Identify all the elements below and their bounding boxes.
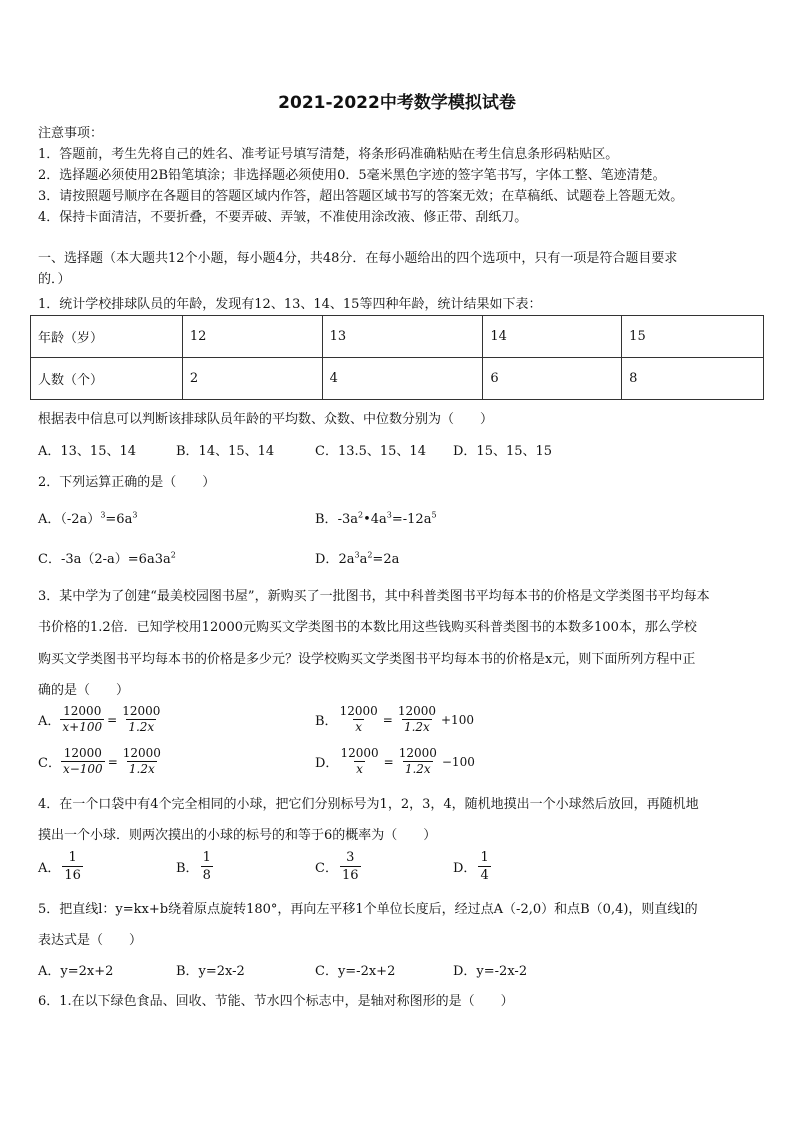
table-cell: 8: [622, 358, 764, 400]
fraction: $\frac{12000}{x+100}$: [62, 704, 103, 734]
q1-option-d: D．15、15、15: [453, 444, 553, 459]
q1-question: 根据表中信息可以判断该排球队员年龄的平均数、众数、中位数分别为（ ）: [38, 412, 494, 427]
q5-option-c: C．y=-2x+2: [315, 964, 396, 979]
table-cell: 13: [322, 316, 483, 358]
notice-item-3: 3．请按照题号顺序在各题目的答题区域内作答，超出答题区域书写的答案无效；在草稿纸、试题卷上答题无效。: [38, 189, 684, 204]
table-cell: 人数（个）: [31, 358, 183, 400]
q3-option-a: A． $\frac{12000}{x+100}$ = $\frac{12000}{1.2x}$: [38, 704, 161, 734]
q3-line-1: 3．某中学为了创建“最美校园图书屋”，新购买了一批图书，其中科普类图书平均每本书的价格是文学类图书平均每本: [38, 589, 710, 604]
q4-option-d: D． $\frac{1}{4}$: [453, 850, 489, 883]
table-cell: 14: [483, 316, 622, 358]
q3-line-3: 购买文学类图书平均每本书的价格是多少元？设学校购买文学类图书平均每本书的价格是x元，则下面所列方程中正: [38, 652, 696, 667]
q3-line-2: 书价格的1.2倍．已知学校用12000元购买文学类图书的本数比用这些钱购买科普类图书的本数多100本，那么学校: [38, 620, 697, 635]
q2-option-d: D．$2a^3a^2=2a$: [315, 550, 400, 567]
q2-option-c: C．$-3a(2-a)=6a3a^2$: [38, 550, 176, 567]
q5-line-2: 表达式是（ ）: [38, 933, 143, 948]
q1-stem: 1．统计学校排球队员的年龄，发现有12、13、14、15等四种年龄，统计结果如下表：: [38, 297, 542, 312]
q4-line-1: 4．在一个口袋中有4个完全相同的小球，把它们分别标号为1，2，3，4，随机地摸出一个小球然后放回，再随机地: [38, 797, 699, 812]
q2-option-b: B．$-3a^2•4a^3=-12a^5$: [315, 510, 437, 527]
notice-heading: 注意事项：: [38, 126, 104, 141]
section-heading-line2: 的．）: [38, 272, 71, 287]
q4-option-a: A． $\frac{1}{16}$: [38, 850, 81, 883]
table-cell: 15: [622, 316, 764, 358]
table-cell: 6: [483, 358, 622, 400]
section-heading-line1: 一、选择题（本大题共12个小题，每小题4分，共48分．在每小题给出的四个选项中，只有一项是符合题目要求: [38, 251, 678, 266]
q3-line-4: 确的是（ ）: [38, 683, 130, 698]
fraction: $\frac{1}{8}$: [202, 850, 211, 883]
fraction: $\frac{1}{4}$: [480, 850, 489, 883]
q3-option-b: B． $\frac{12000}{x}$ = $\frac{12000}{1.2x}$ +100: [315, 704, 474, 734]
q1-option-c: C．13.5、15、14: [315, 444, 426, 459]
page-title: 2021-2022中考数学模拟试卷: [278, 93, 516, 113]
q2-stem: 2．下列运算正确的是（ ）: [38, 475, 216, 490]
q6-stem: 6．1.在以下绿色食品、回收、节能、节水四个标志中，是轴对称图形的是（ ）: [38, 994, 514, 1009]
q5-line-1: 5．把直线l：y=kx+b绕着原点旋转180°，再向左平移1个单位长度后，经过点A（-2,0）和点B（0,4)，则直线l的: [38, 902, 698, 917]
table-row: [31, 358, 764, 400]
fraction: $\frac{12000}{1.2x}$: [397, 704, 436, 734]
notice-item-4: 4．保持卡面清洁，不要折叠，不要弄破、弄皱，不准使用涂改液、修正带、刮纸刀。: [38, 210, 528, 225]
q3-option-c: C． $\frac{12000}{x-100}$ = $\frac{12000}{1.2x}$: [38, 746, 161, 776]
fraction: $\frac{3}{16}$: [341, 850, 359, 883]
fraction: $\frac{12000}{1.2x}$: [122, 746, 161, 776]
table-cell: 4: [322, 358, 483, 400]
notice-item-2: 2．选择题必须使用2B铅笔填涂；非选择题必须使用0．5毫米黑色字迹的签字笔书写，字体工整、笔迹清楚。: [38, 168, 666, 183]
fraction: $\frac{12000}{1.2x}$: [398, 746, 437, 776]
q4-option-c: C． $\frac{3}{16}$: [315, 850, 359, 883]
q5-option-a: A．y=2x+2: [38, 964, 114, 979]
fraction: $\frac{1}{16}$: [64, 850, 81, 883]
q5-option-b: B．y=2x-2: [176, 964, 245, 979]
q4-line-2: 摸出一个小球．则两次摸出的小球的标号的和等于6的概率为（ ）: [38, 828, 437, 843]
q2-option-a: A．$(-2a)^3=6a^3$: [38, 510, 138, 527]
table-row: [31, 316, 764, 358]
table-cell: 年龄（岁）: [31, 316, 183, 358]
q5-option-d: D．y=-2x-2: [453, 964, 528, 979]
q1-option-a: A．13、15、14: [38, 444, 137, 459]
q1-age-table: [30, 315, 764, 400]
q4-option-b: B． $\frac{1}{8}$: [176, 850, 211, 883]
table-cell: 12: [182, 316, 322, 358]
table-cell: 2: [182, 358, 322, 400]
fraction: $\frac{12000}{1.2x}$: [122, 704, 161, 734]
fraction: $\frac{12000}{x}$: [340, 746, 379, 776]
q1-option-b: B．14、15、14: [176, 444, 275, 459]
notice-item-1: 1．答题前，考生先将自己的姓名、准考证号填写清楚，将条形码准确粘贴在考生信息条形码粘贴区。: [38, 147, 619, 162]
q3-option-d: D． $\frac{12000}{x}$ = $\frac{12000}{1.2x}$ −100: [315, 746, 475, 776]
fraction: $\frac{12000}{x-100}$: [62, 746, 103, 776]
fraction: $\frac{12000}{x}$: [339, 704, 378, 734]
